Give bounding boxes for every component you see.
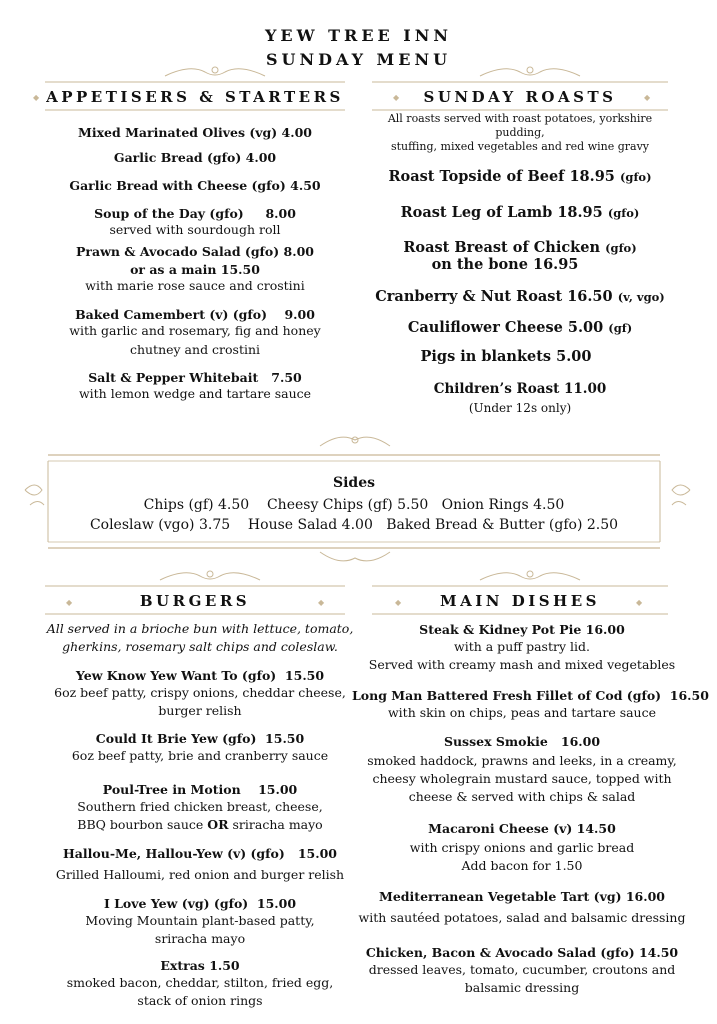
restaurant-name: YEW TREE INN (264, 26, 453, 45)
menu-item-desc: burger relish (158, 703, 242, 718)
menu-item-desc: Add bacon for 1.50 (461, 858, 583, 873)
menu-item-desc: with lemon wedge and tartare sauce (78, 386, 312, 401)
menu-item-desc: with sautéed potatoes, salad and balsamic dressing (358, 910, 686, 925)
menu-item-name: Could It Brie Yew (gfo) 15.50 (95, 731, 305, 746)
menu-item-name: Macaroni Cheese (v) 14.50 (428, 821, 616, 836)
menu-item-name: Sussex Smokie 16.00 (443, 734, 601, 749)
menu-item-desc: smoked haddock, prawns and leeks, in a creamy, (367, 753, 677, 768)
roasts-intro: stuffing, mixed vegetables and red wine gravy (390, 140, 650, 153)
appetisers-list (45, 125, 345, 402)
appetisers-heading: APPETISERS & STARTERS (46, 88, 344, 106)
svg-text:◆: ◆ (318, 598, 325, 607)
menu-item-name: Poul-Tree in Motion 15.00 (102, 782, 298, 797)
roasts-list (362, 112, 678, 415)
menu-item-name: Cauliflower Cheese 5.00 (407, 319, 604, 336)
menu-item-name: Hallou-Me, Hallou-Yew (v) (gfo) 15.00 (63, 846, 337, 861)
burgers-list (40, 620, 360, 1010)
menu-item-desc: with crispy onions and garlic bread (409, 840, 635, 855)
menu-item-name: Garlic Bread (gfo) 4.00 (113, 150, 277, 165)
roasts-intro: All roasts served with roast potatoes, yorkshire pudding, (387, 112, 653, 139)
burgers-intro: gherkins, rosemary salt chips and coleslaw. (62, 639, 338, 654)
menu-item-name: Roast Leg of Lamb 18.95 (400, 204, 603, 221)
mains-list (352, 622, 709, 997)
menu-item-name: Long Man Battered Fresh Fillet of Cod (gfo) 16.50 (352, 688, 709, 703)
roasts-heading: SUNDAY ROASTS (423, 88, 617, 106)
menu-item-name: Roast Topside of Beef 18.95 (388, 168, 615, 185)
menu-item-name: Children’s Roast 11.00 (433, 381, 607, 397)
menu-item-desc: served with sourdough roll (109, 222, 281, 237)
svg-text:◆: ◆ (393, 93, 400, 102)
menu-item-desc: Southern fried chicken breast, cheese, (77, 799, 323, 814)
svg-text:◆: ◆ (66, 598, 73, 607)
menu-item-tag: (v, vgo) (617, 290, 665, 304)
menu-item-name: Cranberry & Nut Roast 16.50 (375, 288, 613, 305)
svg-text:◆: ◆ (644, 93, 651, 102)
menu-item-desc: (Under 12s only) (468, 401, 572, 415)
menu-item-name: Steak & Kidney Pot Pie 16.00 (419, 622, 625, 637)
menu-item-desc: with garlic and rosemary, fig and honey (69, 323, 321, 338)
menu-item-desc: Grilled Halloumi, red onion and burger relish (55, 867, 345, 882)
ornament-flourish-icon (165, 67, 580, 76)
menu-item-name: Extras 1.50 (160, 958, 240, 973)
menu-item-tag: (gf) (608, 321, 633, 335)
sides-heading: Sides (332, 475, 375, 491)
menu-item-desc: chutney and crostini (129, 342, 261, 357)
sides-line: Chips (gf) 4.50 Cheesy Chips (gf) 5.50 Onion Rings 4.50 (143, 497, 565, 513)
menu-item-desc: dressed leaves, tomato, cucumber, croutons and (368, 962, 676, 977)
menu-item-tag: (gfo) (607, 206, 640, 220)
menu-item-name: Chicken, Bacon & Avocado Salad (gfo) 14.50 (365, 945, 679, 960)
menu-item-name: Mediterranean Vegetable Tart (vg) 16.00 (379, 889, 665, 904)
burgers-intro: All served in a brioche bun with lettuce, tomato, (46, 621, 354, 636)
menu-item-name: on the bone 16.95 (431, 256, 579, 273)
menu-item-desc: sriracha mayo (154, 931, 246, 946)
menu-item-desc: stack of onion rings (137, 993, 263, 1008)
menu-item-name: Pigs in blankets 5.00 (420, 348, 592, 365)
menu-item-desc: Moving Mountain plant-based patty, (85, 913, 315, 928)
menu-title: SUNDAY MENU (265, 50, 452, 69)
sides-line: Coleslaw (vgo) 3.75 House Salad 4.00 Baked Bread & Butter (gfo) 2.50 (89, 517, 619, 533)
menu-item-name: Roast Breast of Chicken (403, 239, 600, 256)
svg-text:◆: ◆ (33, 93, 40, 102)
menu-item-name: Mixed Marinated Olives (vg) 4.00 (78, 125, 312, 140)
menu-item-desc: with a puff pastry lid. (454, 639, 590, 654)
menu-item-desc: smoked bacon, cheddar, stilton, fried egg, (66, 975, 334, 990)
menu-item-name: Prawn & Avocado Salad (gfo) 8.00 (75, 244, 314, 259)
menu-item-desc: 6oz beef patty, crispy onions, cheddar cheese, (54, 685, 346, 700)
menu-item-desc: with marie rose sauce and crostini (85, 278, 305, 293)
menu-item-name: I Love Yew (vg) (gfo) 15.00 (103, 896, 297, 911)
menu-item-name: Baked Camembert (v) (gfo) 9.00 (75, 307, 315, 322)
menu-item-name: or as a main 15.50 (130, 262, 260, 277)
menu-item-name: Garlic Bread with Cheese (gfo) 4.50 (69, 178, 321, 193)
menu-item-tag: (gfo) (605, 241, 637, 255)
menu-item-tag: (gfo) (619, 170, 652, 184)
menu-item-name: Soup of the Day (gfo) 8.00 (94, 206, 296, 221)
sides-box (48, 473, 660, 535)
menu-item-name: Salt & Pepper Whitebait 7.50 (88, 370, 302, 385)
menu-item-desc: with skin on chips, peas and tartare sauce (387, 705, 657, 720)
menu-item-desc: cheese & served with chips & salad (408, 789, 636, 804)
burgers-heading: BURGERS (139, 592, 251, 610)
menu-item-desc: 6oz beef patty, brie and cranberry sauce (71, 748, 329, 763)
mains-heading: MAIN DISHES (440, 592, 600, 610)
menu-item-desc: balsamic dressing (464, 980, 580, 995)
menu-item-desc: cheesy wholegrain mustard sauce, topped with (372, 771, 672, 786)
svg-text:◆: ◆ (395, 598, 402, 607)
menu-item-name: Yew Know Yew Want To (gfo) 15.50 (75, 668, 325, 683)
svg-text:◆: ◆ (636, 598, 643, 607)
menu-item-desc: Served with creamy mash and mixed vegetables (368, 657, 676, 672)
menu-item-desc: BBQ bourbon sauce OR sriracha mayo (77, 817, 323, 832)
